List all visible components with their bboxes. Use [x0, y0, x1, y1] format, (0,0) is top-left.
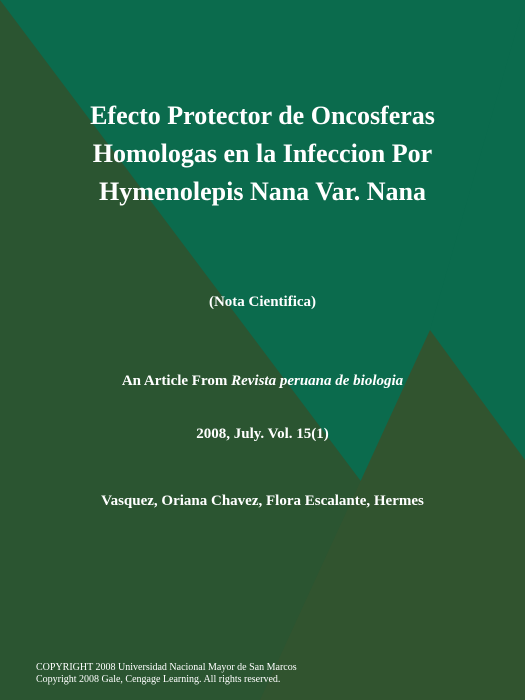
copyright-line-1: COPYRIGHT 2008 Universidad Nacional Mayor de San Marcos	[36, 662, 297, 673]
copyright-line-2: Copyright 2008 Gale, Cengage Learning. All rights reserved.	[36, 674, 281, 685]
article-source	[0, 373, 525, 390]
authors: Vasquez, Oriana Chavez, Flora Escalante, Hermes	[101, 493, 424, 509]
copyright-notice	[36, 662, 297, 686]
article-prefix: An Article From	[121, 373, 232, 389]
title-line-1: Efecto Protector de Oncosferas	[90, 101, 435, 130]
title-line-3: Hymenolepis Nana Var. Nana	[99, 177, 426, 206]
cover-subtitle: (Nota Cientifica)	[208, 294, 317, 310]
journal-name: Revista peruana de biologia	[231, 373, 404, 389]
title-line-2: Homologas en la Infeccion Por	[92, 139, 433, 168]
date-volume: 2008, July. Vol. 15(1)	[196, 426, 329, 442]
cover-title	[0, 97, 525, 211]
